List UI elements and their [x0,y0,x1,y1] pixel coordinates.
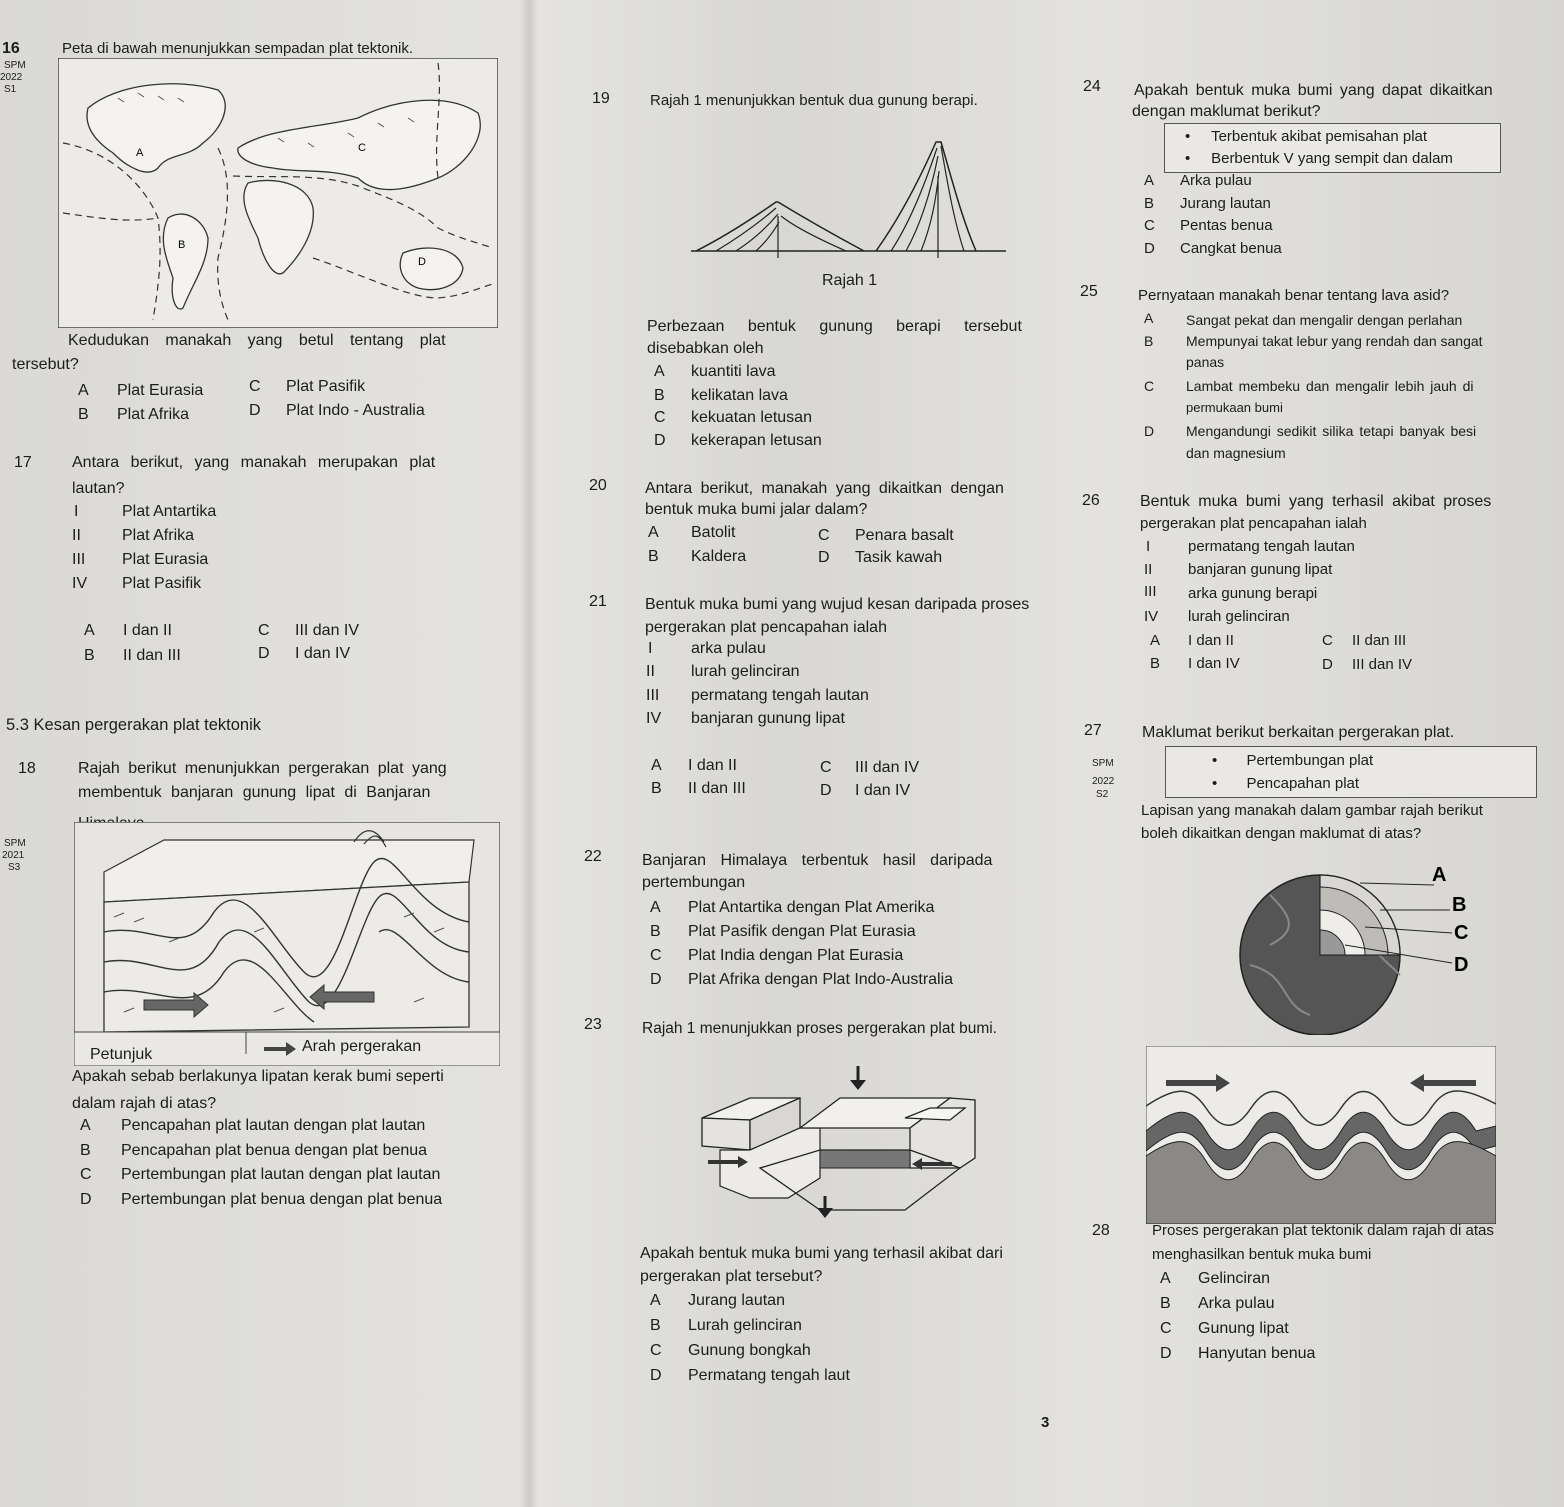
option-letter: B [650,923,661,940]
roman-numeral: I [648,640,653,657]
question-text: disebabkan oleh [647,340,764,357]
question-text: Apakah bentuk muka bumi yang terhasil akibat dari [640,1245,1003,1262]
question-number: 26 [1082,492,1100,509]
option-letter: C [1322,632,1333,649]
roman-numeral: II [1144,561,1153,578]
question-number: 23 [584,1016,602,1033]
option-d[interactable]: Cangkat benua [1180,240,1282,257]
option-a[interactable]: Sangat pekat dan mengalir dengan perlahan [1186,312,1463,328]
option-c[interactable]: II dan III [1352,632,1407,649]
question-stem: pergerakan plat pencapahan ialah [645,619,887,636]
option-b[interactable]: kelikatan lava [691,387,788,404]
option-c[interactable]: kekuatan letusan [691,409,812,426]
option-letter: B [78,406,89,423]
option-c[interactable]: III dan IV [295,622,360,639]
spm-year: 2022 [1092,776,1115,787]
option-letter: D [1144,423,1155,439]
option-letter: A [650,1292,661,1309]
option-letter: D [818,549,830,566]
info-bullet: • Pencapahan plat [1212,775,1360,792]
question-stem: Rajah 1 menunjukkan proses pergerakan plat bumi. [642,1020,997,1037]
option-a[interactable]: Arka pulau [1180,172,1252,189]
roman-numeral: III [72,551,86,568]
option-letter: B [654,387,665,404]
map-label-d: D [418,256,426,268]
option-letter: C [820,759,832,776]
layer-label-a: A [1432,864,1447,886]
option-b[interactable]: I dan IV [1188,655,1240,672]
option-letter: D [1322,656,1333,673]
question-stem: Maklumat berikut berkaitan pergerakan plat. [1142,724,1455,741]
option-a[interactable]: I dan II [688,757,737,774]
question-number: 28 [1092,1222,1110,1239]
option-b[interactable]: Mempunyai takat lebur yang rendah dan sangat [1186,333,1483,349]
page-fold [520,0,538,1507]
question-stem: pertembungan [642,874,746,891]
statement-item: arka pulau [691,640,766,657]
tectonic-plate-map [58,58,498,328]
figure-caption: Rajah 1 [822,272,878,289]
option-letter: D [258,645,270,662]
option-letter: B [84,647,95,664]
question-stem: Antara berikut, manakah yang dikaitkan dengan [645,480,1004,497]
option-letter: A [1144,172,1155,189]
option-letter: C [80,1166,92,1183]
question-number: 20 [589,477,607,494]
option-d[interactable]: Hanyutan benua [1198,1345,1316,1362]
roman-numeral: I [1146,538,1151,555]
question-stem: bentuk muka bumi jalar dalam? [645,501,868,518]
option-a[interactable]: Batolit [691,524,736,541]
option-letter: A [654,363,665,380]
spm-set: S3 [8,862,21,873]
option-c[interactable]: Lambat membeku dan mengalir lebih jauh di [1186,378,1474,394]
option-c[interactable]: III dan IV [855,759,920,776]
question-text: Apakah sebab berlakunya lipatan kerak bumi seperti [72,1068,444,1085]
option-c[interactable]: Gunung lipat [1198,1320,1289,1337]
option-letter: C [1160,1320,1172,1337]
roman-numeral: I [74,503,79,520]
info-box [1165,746,1537,798]
option-letter: A [1144,310,1154,326]
statement-item: Plat Pasifik [122,575,202,592]
option-letter: D [650,1367,662,1384]
option-b[interactable]: II dan III [688,780,746,797]
statement-item: banjaran gunung lipat [691,710,845,727]
option-d[interactable]: I dan IV [295,645,351,662]
statement-item: permatang tengah lautan [1188,538,1355,555]
volcano-shapes-diagram [686,136,1016,262]
option-b[interactable]: Lurah gelinciran [688,1317,802,1334]
option-letter: B [1150,655,1161,672]
option-letter: A [80,1117,91,1134]
question-number: 27 [1084,722,1102,739]
option-b[interactable]: Pencapahan plat benua dengan plat benua [121,1142,428,1159]
option-letter: B [1144,195,1155,212]
option-b[interactable]: Kaldera [691,548,747,565]
roman-numeral: III [1144,583,1157,600]
option-a[interactable]: Pencapahan plat lautan dengan plat lautan [121,1117,426,1134]
question-stem: Rajah berikut menunjukkan pergerakan plat yang [78,760,447,777]
option-d[interactable]: kekerapan letusan [691,432,822,449]
option-letter: A [84,622,95,639]
question-stem: pergerakan plat pencapahan ialah [1140,515,1367,532]
option-a[interactable]: Gelinciran [1198,1270,1271,1287]
option-letter: D [1144,240,1155,257]
option-a[interactable]: I dan II [1188,632,1234,649]
layer-label-c: C [1454,922,1469,944]
option-d[interactable]: Permatang tengah laut [688,1367,850,1384]
info-bullet: • Berbentuk V yang sempit dan dalam [1185,150,1453,167]
option-b[interactable]: Jurang lautan [1180,195,1271,212]
fold-layers-diagram [1146,1046,1496,1224]
option-d[interactable]: III dan IV [1352,656,1413,673]
option-letter: C [258,622,270,639]
option-letter: C [650,1342,662,1359]
option-c-continued: permukaan bumi [1186,400,1283,415]
page-number: 3 [1041,1414,1050,1431]
option-letter: B [1144,333,1154,349]
question-text: dalam rajah di atas? [72,1095,217,1112]
question-stem: Rajah 1 menunjukkan bentuk dua gunung berapi. [650,92,978,109]
layer-label-b: B [1452,894,1467,916]
option-c[interactable]: Gunung bongkah [688,1342,811,1359]
statement-item: Plat Antartika [122,503,217,520]
layer-label-d: D [1454,954,1469,976]
option-letter: D [650,971,662,988]
statement-item: Plat Afrika [122,527,195,544]
option-d-continued: dan magnesium [1186,445,1286,461]
question-stem: membentuk banjaran gunung lipat di Banjaran [78,784,431,801]
map-label-c: C [358,142,366,154]
option-d[interactable]: Mengandungi sedikit silika tetapi banyak besi [1186,423,1477,439]
question-stem: Proses pergerakan plat tektonik dalam rajah di atas [1152,1222,1494,1239]
option-a[interactable]: Plat Antartika dengan Plat Amerika [688,899,935,916]
statement-item: lurah gelinciran [691,663,800,680]
option-letter: B [80,1142,91,1159]
question-text: Kedudukan manakah yang betul tentang plat [68,332,446,349]
question-stem: Peta di bawah menunjukkan sempadan plat tektonik. [62,40,414,57]
option-c[interactable]: Plat India dengan Plat Eurasia [688,947,904,964]
question-number: 19 [592,90,610,107]
option-c[interactable]: Plat Pasifik [286,378,366,395]
map-label-a: A [136,147,144,159]
option-c[interactable]: Pentas benua [1180,217,1273,234]
option-letter: A [1150,632,1161,649]
spm-tag: SPM [4,60,26,71]
legend-arrow-label: Arah pergerakan [302,1038,422,1055]
question-stem: Bentuk muka bumi yang wujud kesan daripada proses [645,596,1030,613]
option-letter: C [249,378,261,395]
option-letter: A [648,524,659,541]
spm-set: S1 [4,84,17,95]
statement-item: lurah gelinciran [1188,608,1290,625]
option-letter: D [80,1191,92,1208]
spm-year: 2022 [0,72,23,83]
option-b[interactable]: Arka pulau [1198,1295,1275,1312]
statement-item: banjaran gunung lipat [1188,561,1333,578]
option-letter: C [1144,378,1155,394]
map-label-b: B [178,239,186,251]
option-letter: D [820,782,832,799]
option-a[interactable]: kuantiti lava [691,363,776,380]
question-text: Lapisan yang manakah dalam gambar rajah berikut [1141,802,1483,819]
option-letter: C [650,947,662,964]
option-letter: A [78,382,89,399]
section-heading: 5.3 Kesan pergerakan plat tektonik [6,716,262,734]
option-b[interactable]: Plat Pasifik dengan Plat Eurasia [688,923,916,940]
option-letter: C [818,527,830,544]
spm-set: S2 [1096,789,1109,800]
option-letter: B [651,780,662,797]
roman-numeral: IV [1144,608,1159,625]
option-d[interactable]: Tasik kawah [855,549,943,566]
question-text: pergerakan plat tersebut? [640,1268,823,1285]
question-stem: menghasilkan bentuk muka bumi [1152,1246,1372,1263]
question-number: 17 [14,454,32,471]
option-d[interactable]: Plat Afrika dengan Plat Indo-Australia [688,971,954,988]
question-stem: lautan? [72,480,125,497]
question-number: 24 [1083,78,1101,95]
option-letter: B [648,548,659,565]
question-stem: Bentuk muka bumi yang terhasil akibat proses [1140,493,1492,510]
question-stem: Banjaran Himalaya terbentuk hasil daripada [642,852,993,869]
option-b-continued: panas [1186,354,1225,370]
option-d[interactable]: I dan IV [855,782,911,799]
question-stem: dengan maklumat berikut? [1132,103,1321,120]
rift-valley-diagram [690,1058,990,1228]
option-a[interactable]: Plat Eurasia [117,382,204,399]
statement-item: Plat Eurasia [122,551,209,568]
option-a[interactable]: Jurang lautan [688,1292,785,1309]
roman-numeral: II [72,527,81,544]
option-letter: D [249,402,261,419]
option-letter: B [1160,1295,1171,1312]
roman-numeral: IV [72,575,88,592]
question-number: 22 [584,848,602,865]
option-letter: A [650,899,661,916]
info-bullet: • Pertembungan plat [1212,752,1374,769]
option-letter: A [1160,1270,1171,1287]
option-letter: D [1160,1345,1172,1362]
option-b[interactable]: Plat Afrika [117,406,190,423]
earth-layers-diagram [1230,855,1490,1035]
question-text: boleh dikaitkan dengan maklumat di atas? [1141,825,1422,842]
option-d[interactable]: Pertembungan plat benua dengan plat benua [121,1191,443,1208]
fold-mountain-diagram [74,822,500,1066]
roman-numeral: IV [646,710,662,727]
option-c[interactable]: Pertembungan plat lautan dengan plat lautan [121,1166,441,1183]
option-letter: C [1144,217,1155,234]
option-letter: A [651,757,662,774]
option-letter: B [650,1317,661,1334]
question-text: tersebut? [12,356,79,373]
question-number: 21 [589,593,607,610]
info-bullet: • Terbentuk akibat pemisahan plat [1185,128,1428,145]
option-letter: D [654,432,666,449]
spm-tag: SPM [1092,758,1114,769]
spm-year: 2021 [2,850,25,861]
roman-numeral: II [646,663,655,680]
roman-numeral: III [646,687,660,704]
info-box [1164,123,1501,173]
statement-item: permatang tengah lautan [691,687,869,704]
question-stem: Apakah bentuk muka bumi yang dapat dikaitkan [1134,82,1493,99]
question-number: 18 [18,760,36,777]
option-d[interactable]: Plat Indo - Australia [286,402,425,419]
option-letter: C [654,409,666,426]
question-number: 16 [2,40,20,57]
question-number: 25 [1080,283,1098,300]
question-stem: Antara berikut, yang manakah merupakan plat [72,454,436,471]
statement-item: arka gunung berapi [1188,585,1318,602]
option-c[interactable]: Penara basalt [855,527,954,544]
question-stem: Pernyataan manakah benar tentang lava asid? [1138,287,1450,304]
option-a[interactable]: I dan II [123,622,172,639]
question-text: Perbezaan bentuk gunung berapi tersebut [647,318,1022,335]
spm-tag: SPM [4,838,26,849]
legend-label: Petunjuk [90,1046,153,1063]
option-b[interactable]: II dan III [123,647,181,664]
